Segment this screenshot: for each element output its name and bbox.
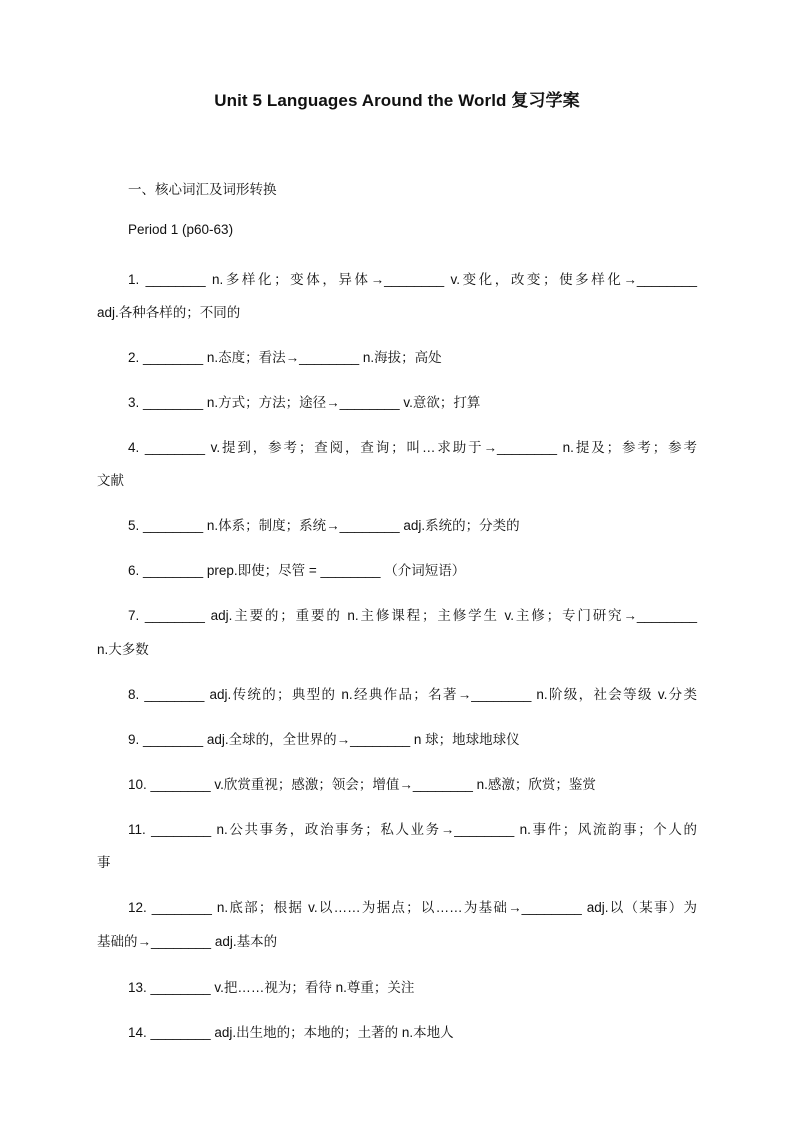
vocab-item-3: 3. ________ n.方式；方法；途径→________ v.意欲；打算 [128, 395, 481, 410]
vocab-item-8: 8. ________ adj.传统的；典型的 n.经典作品；名著→________ n.阶级，社会等级 v.分类 [128, 687, 697, 702]
vocab-item-1: 1. ________ n.多样化；变体，异体→________ v.变化，改变；使多样化→________ [128, 272, 697, 287]
vocab-item-2: 2. ________ n.态度；看法→________ n.海拔；高处 [128, 350, 442, 365]
vocab-item-13: 13. ________ v.把……视为；看待 n.尊重；关注 [128, 980, 415, 995]
vocab-item-12: 12. ________ n.底部；根据 v.以……为据点；以……为基础→________ adj.以（某事）为 [128, 900, 697, 915]
vocab-item-6: 6. ________ prep.即使；尽管 = ________ （介词短语） [128, 563, 466, 578]
vocab-item-9: 9. ________ adj.全球的，全世界的→________ n 球；地球地球仪 [128, 732, 520, 747]
vocab-item-7-cont: n.大多数 [97, 642, 149, 657]
vocab-item-5: 5. ________ n.体系；制度；系统→________ adj.系统的；分类的 [128, 518, 520, 533]
vocab-item-11-cont: 事 [97, 855, 111, 870]
vocab-item-1-cont: adj.各种各样的；不同的 [97, 305, 241, 320]
vocab-item-10: 10. ________ v.欣赏重视；感激；领会；增值→________ n.感激；欣赏；鉴赏 [128, 777, 596, 792]
vocab-item-14: 14. ________ adj.出生地的；本地的；土著的 n.本地人 [128, 1025, 454, 1040]
vocab-item-11: 11. ________ n.公共事务，政治事务；私人业务→________ n.事件；风流韵事；个人的 [128, 822, 697, 837]
section-heading: 一、核心词汇及词形转换 [128, 182, 277, 197]
vocab-item-12-cont: 基础的→________ adj.基本的 [97, 934, 278, 949]
period-label: Period 1 (p60-63) [128, 222, 234, 237]
vocab-item-4: 4. ________ v.提到，参考；查阅，查询；叫…求助于→________ n.提及；参考；参考 [128, 440, 697, 455]
vocab-item-4-cont: 文献 [97, 473, 124, 488]
page-title: Unit 5 Languages Around the World 复习学案 [214, 91, 580, 110]
vocab-item-7: 7. ________ adj.主要的；重要的 n.主修课程；主修学生 v.主修；专门研究→________ [128, 608, 697, 623]
